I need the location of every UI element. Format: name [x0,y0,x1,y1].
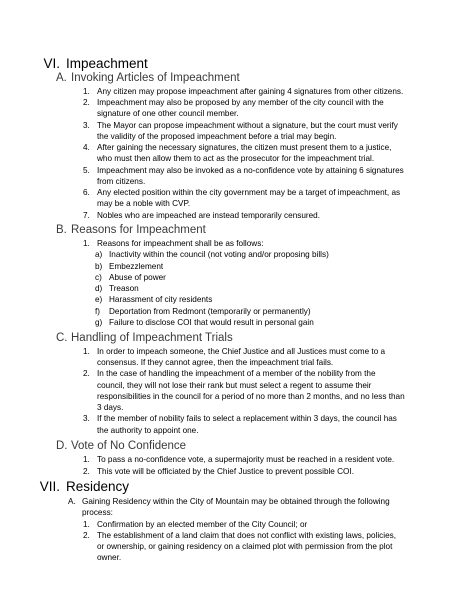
item-number: 1. [83,239,90,248]
item-number: 1. [83,87,90,96]
item-text: Gaining Residency within the City of Mountain may be obtained through the following [82,497,390,506]
item-number: 2. [83,98,90,107]
item-text: process: [82,508,113,517]
item-text: Failure to disclose COI that would result in personal gain [109,318,314,327]
subsection-title: Handling of Impeachment Trials [71,332,233,344]
item-number: 3. [83,121,90,130]
subsection-title: Vote of No Confidence [71,440,187,452]
item-number: d) [95,284,103,293]
subsection-letter: B. [56,224,67,236]
item-text: council, they will not lose their rank but must select a regent to assume their [97,381,372,390]
item-number: 5. [83,166,90,175]
item-text: Confirmation by an elected member of the City Council; or [97,520,308,529]
item-text: may be a noble with CVP. [97,199,191,208]
item-number: c) [95,273,102,282]
item-text: consensus. If they cannot agree, then the impeachment trial fails. [97,358,334,367]
item-text: In order to impeach someone, the Chief Justice and all Justices must come to a [97,347,386,356]
item-number: 7. [83,211,90,220]
item-text: The Mayor can propose impeachment without a signature, but the court must verify [97,121,398,130]
item-text: Harassment of city residents [109,295,213,304]
item-number: 1. [83,347,90,356]
item-number: g) [95,318,103,327]
item-text: Impeachment may also be proposed by any member of the city council with the [97,98,384,107]
item-text: Any citizen may propose impeachment after gaining 4 signatures from other citizens. [97,87,404,96]
item-number: a) [95,250,103,259]
item-text: or ownership, or gaining residency on a claimed plot with permission from the plot [97,542,393,551]
item-number: 1. [83,455,90,464]
item-text: The establishment of a land claim that does not conflict with existing laws, policies, [97,531,396,540]
item-text: owner. [97,553,122,562]
item-number: e) [95,295,103,304]
item-number: 1. [83,520,90,529]
section-title: Residency [66,479,130,494]
item-number: 2. [83,531,90,540]
item-text: the validity of the proposed impeachment before a trial may begin. [97,132,337,141]
subsection-letter: D. [56,440,68,452]
section-number: VII. [39,479,60,494]
item-text: Impeachment may also be invoked as a no-confidence vote by attaining 6 signatures [97,166,404,175]
item-text: Nobles who are impeached are instead temporarily censured. [97,211,321,220]
subsection-title: Reasons for Impeachment [71,224,206,236]
item-number: 2. [83,467,90,476]
subsection-letter: A. [56,72,67,84]
item-text: 3 days. [97,403,124,412]
item-text: signature of one other council member. [97,109,239,118]
item-text: In the case of handling the impeachment of a member of the nobility from the [97,369,376,378]
item-number: 6. [83,188,90,197]
section-number: VI. [43,56,60,71]
item-text: Deportation from Redmont (temporarily or permanently) [109,307,311,316]
subsection-letter: C. [56,332,68,344]
item-text: To pass a no-confidence vote, a supermajority must be reached in a resident vote. [97,455,395,464]
item-text: Treason [109,284,139,293]
section-title: Impeachment [66,56,148,71]
item-number: f) [95,307,101,316]
item-text: responsibilities in the council for a period of no more than 2 months, and no less than [97,392,405,401]
subsection-title: Invoking Articles of Impeachment [71,72,240,84]
item-number: b) [95,262,103,271]
item-text: Abuse of power [109,273,166,282]
item-number: 4. [83,143,90,152]
item-text: This vote will be officiated by the Chief Justice to prevent possible COI. [97,467,354,476]
item-text: If the member of nobility fails to select a replacement within 3 days, the council has [97,414,397,423]
item-text: Reasons for impeachment shall be as follows: [97,239,264,248]
item-text: After gaining the necessary signatures, the citizen must present them to a justice, [97,143,392,152]
item-text: the authority to appoint one. [97,426,199,435]
item-text: Embezzlement [109,262,164,271]
item-number: 3. [83,414,90,423]
item-text: Inactivity within the council (not voting and/or proposing bills) [109,250,329,259]
item-text: who must then allow them to act as the prosecutor for the impeachment trial. [97,154,375,163]
item-text: from citizens. [97,177,146,186]
item-number: 2. [83,369,90,378]
item-text: Any elected position within the city government may be a target of impeachment, as [97,188,401,197]
item-letter: A. [68,497,76,506]
